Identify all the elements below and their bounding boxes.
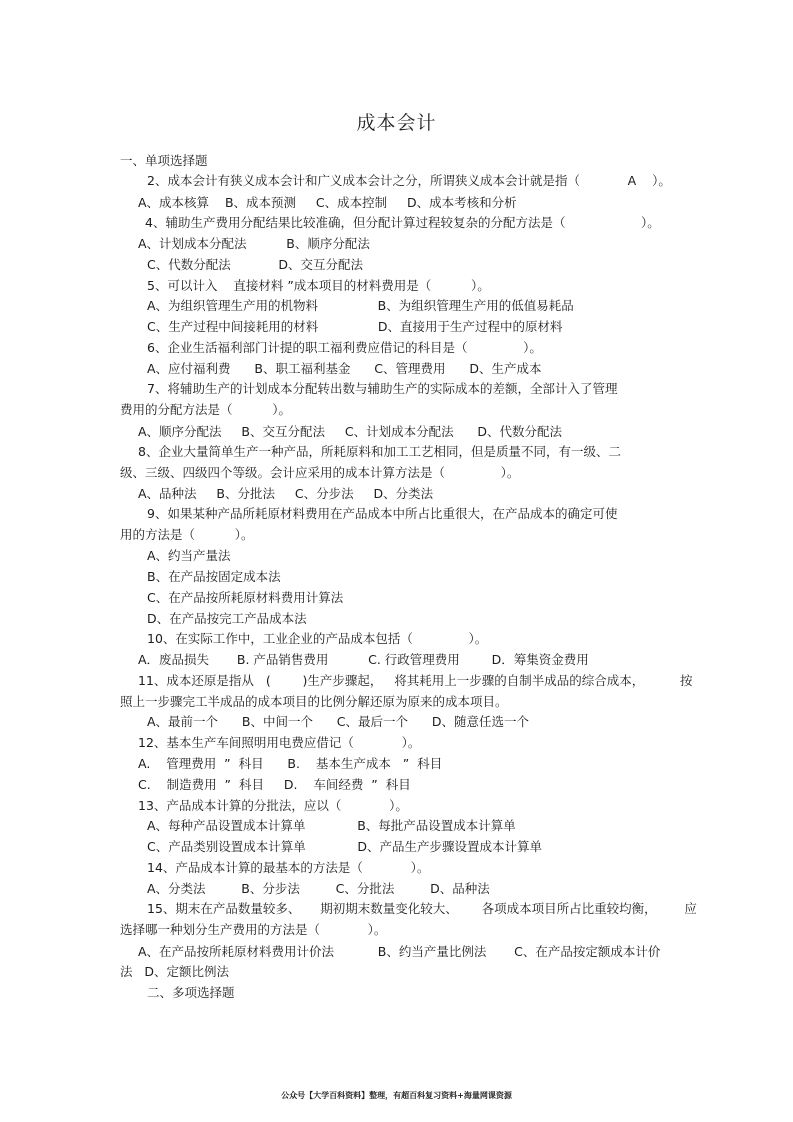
text-line: 12、基本生产车间照明用电费应借记（ ）。 xyxy=(138,735,421,750)
text-line: 二、多项选择题 xyxy=(147,985,235,1000)
text-line: C、代数分配法 D、交互分配法 xyxy=(147,257,364,272)
text-line: 15、期末在产品数量较多、 期初期末数量变化较大、 各项成本项目所占比重较均衡， 应 xyxy=(147,901,697,916)
text-line: A、品种法 B、分批法 C、分步法 D、分类法 xyxy=(138,486,434,501)
document-title: 成本会计 xyxy=(356,112,437,134)
text-line: 7、将辅助生产的计划成本分配转出数与辅助生产的实际成本的差额，全部计入了管理 xyxy=(147,381,618,396)
text-line: 6、企业生活福利部门计提的职工福利费应借记的科目是（ ）。 xyxy=(147,340,542,355)
text-line: 照上一步骤完工半成品的成本项目的比例分解还原为原来的成本项目。 xyxy=(120,694,508,709)
text-line: D、在产品按完工产品成本法 xyxy=(147,611,307,626)
text-line: 2、成本会计有狭义成本会计和广义成本会计之分，所谓狭义成本会计就是指（ A ）。 xyxy=(147,173,671,188)
text-line: A、在产品按所耗原材料费用计价法 B、约当产量比例法 C、在产品按定额成本计价 xyxy=(138,944,661,959)
text-line: A、约当产量法 xyxy=(147,548,231,563)
text-line: A、顺序分配法 B、交互分配法 C、计划成本分配法 D、代数分配法 xyxy=(138,424,563,439)
text-line: 费用的分配方法是（ ）。 xyxy=(120,402,291,417)
text-line: A、为组织管理生产用的机物料 B、为组织管理生产用的低值易耗品 xyxy=(147,298,574,313)
text-line: A、最前一个 B、中间一个 C、最后一个 D、随意任选一个 xyxy=(147,714,530,729)
page-footer: 公众号【大学百科资料】整理，有超百科复习资料+海量网课资源 xyxy=(281,1091,512,1100)
text-line: C. 制造费用 ” 科目 D. 车间经费 ” 科目 xyxy=(138,777,411,792)
text-line: A、成本核算 B、成本预测 C、成本控制 D、成本考核和分析 xyxy=(138,195,517,210)
text-line: 级、三级、四级四个等级。会计应采用的成本计算方法是（ ）。 xyxy=(120,465,520,480)
text-line: A、计划成本分配法 B、顺序分配法 xyxy=(138,236,370,251)
text-line: A．废品损失 B. 产品销售费用 C. 行政管理费用 D．筹集资金费用 xyxy=(138,652,589,667)
text-line: 用的方法是（ ）。 xyxy=(120,527,254,542)
text-line: A、分类法 B、分步法 C、分批法 D、品种法 xyxy=(147,881,490,896)
text-line: 4、辅助生产费用分配结果比较准确，但分配计算过程较复杂的分配方法是（ ）。 xyxy=(145,215,660,230)
text-line: 5、可以计入 直接材料 ”成本项目的材料费用是（ ）。 xyxy=(147,278,490,293)
text-line: 14、产品成本计算的最基本的方法是（ ）。 xyxy=(147,860,430,875)
text-line: 选择哪一种划分生产费用的方法是（ ）。 xyxy=(120,922,387,937)
text-line: C、产品类别设置成本计算单 D、产品生产步骤设置成本计算单 xyxy=(147,839,543,854)
text-line: A、应付福利费 B、职工福利基金 C、管理费用 D、生产成本 xyxy=(147,361,542,376)
text-line: C、生产过程中间接耗用的材料 D、直接用于生产过程中的原材料 xyxy=(147,319,563,334)
text-line: A、每种产品设置成本计算单 B、每批产品设置成本计算单 xyxy=(147,818,516,833)
text-line: 13、产品成本计算的分批法，应以（ ）。 xyxy=(138,798,408,813)
text-line: A. 管理费用 ” 科目 B. 基本生产成本 ” 科目 xyxy=(138,756,443,771)
text-line: 10、在实际工作中，工业企业的产品成本包括（ ）。 xyxy=(147,631,488,646)
text-line: 法 D、定额比例法 xyxy=(120,964,230,979)
text-line: 一、单项选择题 xyxy=(120,153,208,168)
text-line: 9、如果某种产品所耗原材料费用在产品成本中所占比重很大，在产品成本的确定可使 xyxy=(147,506,618,521)
text-line: 11、成本还原是指从 ( )生产步骤起， 将其耗用上一步骤的自制半成品的综合成本， 按 xyxy=(138,673,693,688)
text-line: 8、企业大量简单生产一种产品，所耗原料和加工工艺相同，但是质量不同，有一级、二 xyxy=(138,444,621,459)
text-line: C、在产品按所耗原材料费用计算法 xyxy=(147,590,344,605)
text-line: B、在产品按固定成本法 xyxy=(147,569,281,584)
